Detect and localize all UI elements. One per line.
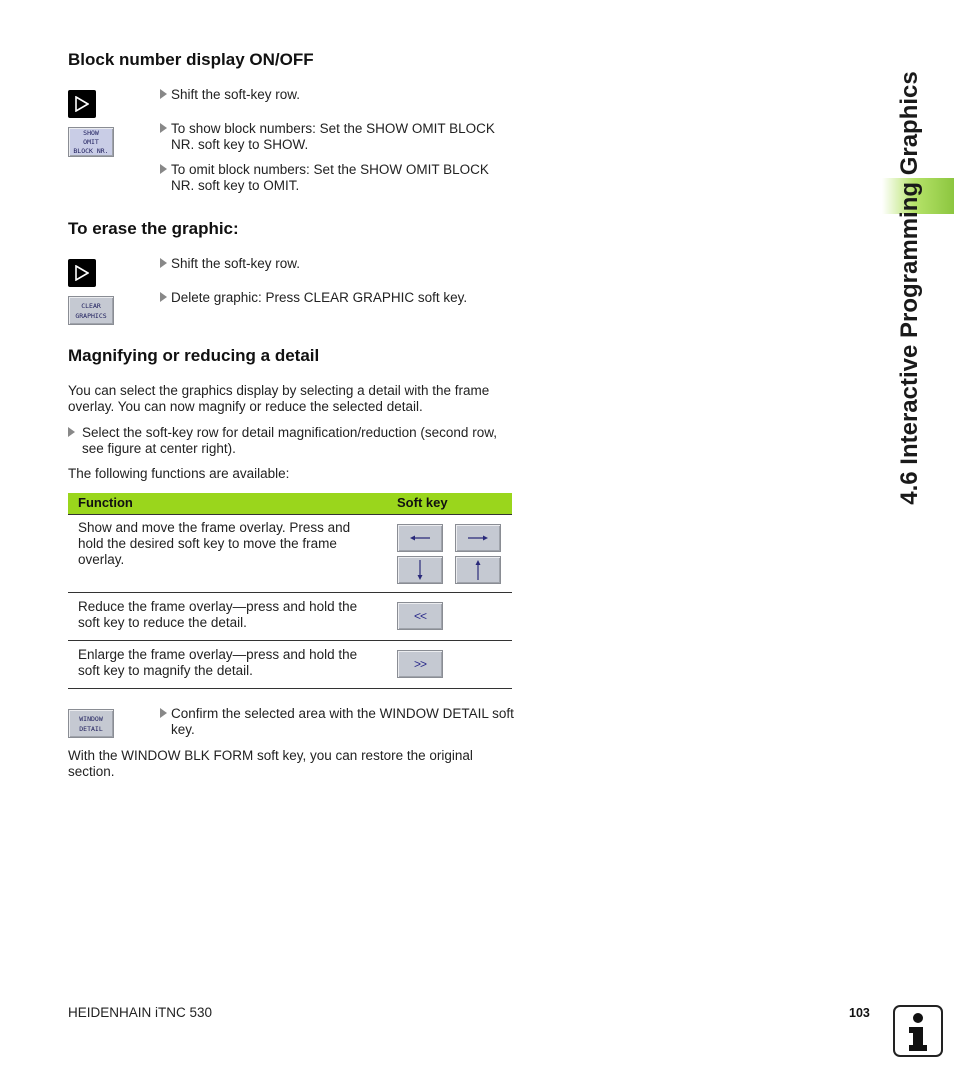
arrow-left-icon (398, 525, 442, 551)
table-header (68, 493, 512, 515)
next-row-key[interactable] (68, 259, 96, 287)
footer-product: HEIDENHAIN iTNC 530 (68, 1005, 213, 1020)
magnify-heading: Magnifying or reducing a detail (68, 346, 320, 365)
bullet-arrow-icon (68, 427, 75, 437)
col-softkey-header: Soft key (397, 495, 448, 510)
magnify-softkey[interactable]: >> (397, 650, 443, 678)
magnify-intro: You can select the graphics display by selecting a detail with the frame overlay. You can now magnify or reduce the selected detail. (68, 383, 490, 414)
bullet-arrow-icon (160, 258, 167, 268)
erase-graphic-heading: To erase the graphic: (68, 219, 239, 238)
bullet-arrow-icon (160, 708, 167, 718)
bullet-arrow-icon (160, 89, 167, 99)
table-row: Reduce the frame overlay—press and hold the soft key to reduce the detail. << (68, 593, 512, 641)
page-number: 103 (849, 1006, 870, 1020)
table-row: Enlarge the frame overlay—press and hold the soft key to magnify the detail. >> (68, 641, 512, 689)
bullet-arrow-icon (160, 123, 167, 133)
bullet-arrow-icon (160, 164, 167, 174)
arrow-right-icon (456, 525, 500, 551)
col-function-header: Function (78, 495, 133, 510)
reduce-softkey[interactable]: << (397, 602, 443, 630)
arrow-up-icon (456, 557, 500, 583)
block-number-heading: Block number display ON/OFF (68, 50, 314, 69)
info-icon (893, 1005, 943, 1057)
arrow-down-softkey[interactable] (397, 556, 443, 584)
next-row-key[interactable] (68, 90, 96, 118)
play-arrow-icon (75, 96, 89, 112)
restore-note: With the WINDOW BLK FORM soft key, you can restore the original section. (68, 748, 473, 779)
bullet-arrow-icon (160, 292, 167, 302)
play-arrow-icon (75, 265, 89, 281)
clear-graphics-softkey[interactable]: CLEAR GRAPHICS (68, 296, 114, 325)
arrow-left-softkey[interactable] (397, 524, 443, 552)
arrow-right-softkey[interactable] (455, 524, 501, 552)
arrow-down-icon (398, 557, 442, 583)
info-i-glyph (895, 1007, 941, 1055)
arrow-up-softkey[interactable] (455, 556, 501, 584)
table-row: Show and move the frame overlay. Press and hold the desired soft key to move the frame overlay. (68, 515, 512, 593)
window-detail-softkey[interactable]: WINDOW DETAIL (68, 709, 114, 738)
functions-intro: The following functions are available: (68, 466, 290, 481)
show-omit-block-nr-softkey[interactable]: SHOW OMIT BLOCK NR. (68, 127, 114, 157)
